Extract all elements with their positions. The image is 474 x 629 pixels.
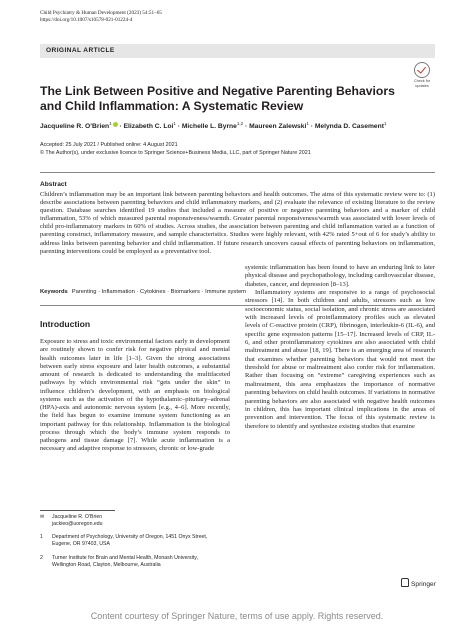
body-column-right [245,264,435,431]
author-affiliation-mark: 1 [173,121,176,126]
body-paragraph: Inflammatory systems are responsive to a range of psychosocial stressors [14]. In both children and adults, stressors such as low socioeconomic status, social isolation, and chronic stress are associated with increased levels of proinflammatory profiles such as elevated levels of C-reactive protein (CRP), fibrinogen, interleukin-6 (IL-6), and specific gene expression patterns [15–17]. Increased levels of CRP, IL-6, and other proinflammatory cytokines are also associated with child maltreatment and abuse [18, 19]. There is an emerging area of research that examines whether parenting behaviors that would not meet the threshold for abuse or maltreatment also confer risk for inflammation. Rather than focusing on “extreme” caregiving experiences such as maltreatment, this area emphasizes the importance of normative parenting behaviors on child health outcomes. If variations in normative parenting behaviors are also associated with negative health outcomes in children, this has important clinical implications in the areas of prevention and intervention. The focus of this systematic review is therefore to identify and synthesize existing studies that examine [245,289,435,430]
abstract-heading: Abstract [40,181,67,188]
author-name[interactable]: Maureen Zalewski [249,123,307,131]
author-name[interactable]: Melynda D. Casement [314,123,384,131]
footnote-divider [40,510,115,511]
doi-link[interactable]: https://doi.org/10.1007/s10578-021-01224-4 [40,17,133,23]
body-paragraph: Exposure to stress and toxic environmental factors early in development are routinely shown to confer risk for negative physical and mental health outcomes later in life [1–3]. Given the strong associations between early stress exposure and later health outcomes, a substantial amount of research is dedicated to understanding the multifaceted pathways by which environmental risk “gets under the skin” to influence children’s development, with an emphasis on biological systems such as the activation of the hypothalamic–pituitary–adrenal (HPA)-axis and autonomic nervous system [e.g., 4–6]. More recently, the field has begun to examine immune system functioning as an important pathway for this relationship. Inflammation is the biological process through which the body’s immune system responds to pathogens and tissue damage [7]. While acute inflammation is a necessary and adaptive response to stressors, chronic or low-grade [40,338,230,453]
email-icon: ✉ [40,514,45,520]
affiliation-footnote [40,555,210,569]
divider [40,172,435,173]
publisher-name: Springer [411,581,436,588]
journal-citation: Child Psychiatry & Human Development (2023) 54:51–65 [40,10,162,16]
publication-dates [40,142,311,157]
corresponding-author-footnote [40,514,103,528]
publisher-logo [401,578,436,588]
author-name[interactable]: Jacqueline R. O’Brien [40,123,110,131]
article-type-band [40,44,435,58]
affiliation-mark: 2 [40,555,43,561]
contact-name: Jacqueline R. O’Brien [52,514,103,520]
body-paragraph: systemic inflammation has been found to have an enduring link to later physical disease and psychopathology, including cardiovascular disease, diabetes, cancer, and depression [8–13]. [245,264,435,288]
check-for-updates-badge[interactable] [409,62,435,88]
affiliation-footnote [40,534,210,548]
affiliation-text: Department of Psychology, University of Oregon, 1451 Onyx Street, Eugene, OR 97403, USA [52,534,208,547]
copyright-line: © The Author(s), under exclusive licence to Springer Science+Business Media, LLC, part of Springer Nature 2021 [40,149,311,156]
author-name[interactable]: Elizabeth C. Loi [123,123,174,131]
author-list: Jacqueline R. O’Brien$^1$ · Elizabeth C. Loi$^1$ · Michelle L. Byrne$^{1,2}$ · Maureen Zalewski$^1$ · Melynda D. Casement$^1$ [40,121,387,131]
courtesy-footer: Content courtesy of Springer Nature, terms of use apply. Rights reserved. [0,603,474,629]
author-affiliation-mark: 1 [383,121,387,126]
article-type-label: ORIGINAL ARTICLE [46,47,115,54]
orcid-icon[interactable] [113,122,118,127]
keywords-list: Parenting · Inflammation · Cytokines · Biomarkers · Immune system [71,289,246,295]
contact-email[interactable]: jackieo@uoregon.edu [52,520,103,527]
check-updates-label: Check for updates [413,79,431,88]
section-heading-introduction: Introduction [40,319,91,329]
affiliation-mark: 1 [40,534,43,540]
article-title: The Link Between Positive and Negative Parenting Behaviors and Child Inflammation: A Systematic Review [40,84,395,113]
springer-horse-icon [401,578,409,587]
affiliation-text: Turner Institute for Brain and Mental Health, Monash University, Wellington Road, Clayton, Melbourne, Australia [52,555,198,568]
body-column-left [40,319,230,454]
keywords-label: Keywords [40,289,68,295]
author-affiliation-mark: 1,2 [236,121,244,126]
check-updates-icon [414,62,430,78]
author-affiliation-mark: 1 [306,121,309,126]
author-affiliation-mark: 1 [109,121,112,126]
author-name[interactable]: Michelle L. Byrne [181,123,237,131]
abstract-text: Children’s inflammation may be an important link between parenting behaviors and health outcomes. The aims of this systematic review were to: (1) describe associations between parenting behaviors and child inflammatory markers, and (2) evaluate the relevance of existing literature to the review question. Database searches identified 19 studies that included a measure of positive or negative parenting behaviors and a marker of child inflammation, 53% of which measured parental responsiveness/warmth. Greater parental responsiveness/warmth was associated with lower levels of child pro-inflammatory markers in 60% of studies. Across studies, the association between parenting and child inflammation varied as a function of parenting construct, inflammatory measure, and sample characteristics. Studies were highly relevant, with 42% rated 5+out of 6 for study’s ability to address links between parenting behavior and child inflammation. If future research uncovers causal effects of parenting behaviors on inflammation, parenting interventions could be employed as a preventative tool. [40,191,435,255]
accepted-date: Accepted: 25 July 2021 / Published online: 4 August 2021 [40,142,178,148]
